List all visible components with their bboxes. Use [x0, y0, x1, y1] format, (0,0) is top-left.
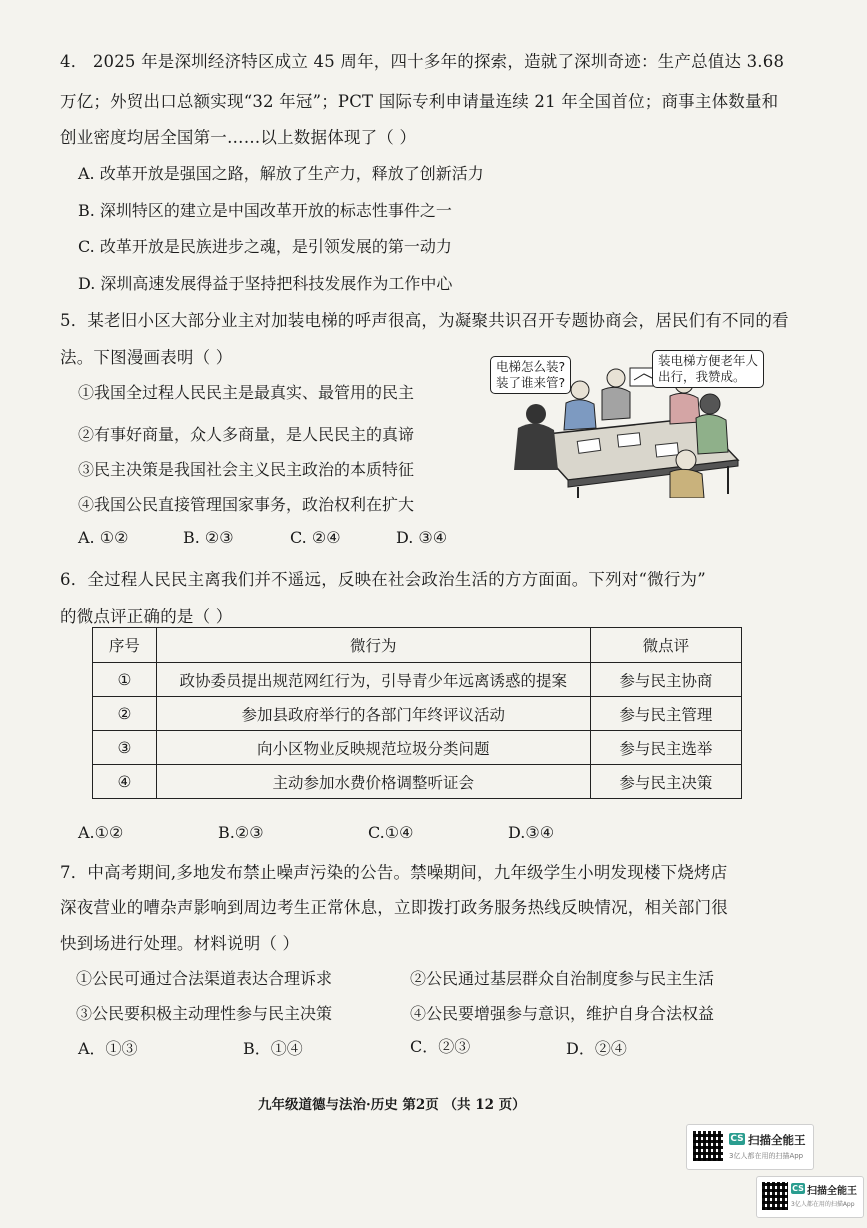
q5-line2: 法。下图漫画表明（ ）	[60, 348, 233, 367]
q7-choice-a: A．①③	[78, 1039, 138, 1058]
q7-line1: 7．中高考期间,多地发布禁止噪声污染的公告。禁噪期间，九年级学生小明发现楼下烧烤店	[60, 863, 728, 882]
q6-choice-a: A.①②	[78, 823, 124, 842]
q5-line1: 5．某老旧小区大部分业主对加装电梯的呼声很高，为凝聚共识召开专题协商会，居民们有不同的看	[60, 311, 789, 330]
q6-choice-b: B.②③	[218, 823, 264, 842]
table-row	[93, 663, 742, 697]
bubble-right-line2: 出行，我赞成。	[658, 369, 746, 384]
row-index: ③	[93, 731, 157, 765]
scanner-badge	[686, 1124, 814, 1170]
row-index: ④	[93, 765, 157, 799]
scanner-badge-small-subtitle: 3亿人都在用的扫描App	[791, 1201, 855, 1208]
q7-choice-c: C．②③	[410, 1037, 471, 1056]
q4-line2: 万亿；外贸出口总额实现“32 年冠”；PCT 国际专利申请量连续 21 年全国首位；商事主体数量和	[60, 92, 779, 111]
header-comment: 微点评	[590, 628, 741, 663]
q7-statement-2: ②公民通过基层群众自治制度参与民主生活	[410, 969, 715, 988]
q6-line2: 的微点评正确的是（ ）	[60, 607, 233, 626]
row-index: ②	[93, 697, 157, 731]
q7-statement-3: ③公民要积极主动理性参与民主决策	[76, 1004, 333, 1023]
table-row	[93, 731, 742, 765]
q7-choice-d: D．②④	[566, 1039, 627, 1058]
speech-bubble-right	[652, 350, 764, 388]
q5-statement-4: ④我国公民直接管理国家事务，政治权利在扩大	[78, 495, 415, 514]
q6-line1: 6．全过程人民民主离我们并不遥远，反映在社会政治生活的方方面面。下列对“微行为”	[60, 570, 706, 589]
row-index: ①	[93, 663, 157, 697]
bubble-right-line1: 装电梯方便老年人	[658, 353, 759, 368]
q7-line3: 快到场进行处理。材料说明（ ）	[60, 934, 300, 953]
meeting-cartoon	[488, 348, 788, 498]
q5-choice-c: C. ②④	[290, 528, 341, 547]
q4-line3: 创业密度均居全国第一……以上数据体现了（ ）	[60, 128, 417, 147]
q4-option-b: B. 深圳特区的建立是中国改革开放的标志性事件之一	[78, 201, 452, 220]
q5-statement-1: ①我国全过程人民民主是最真实、最管用的民主	[78, 383, 415, 402]
row-comment: 参与民主管理	[590, 697, 741, 731]
scanner-badge-title: 扫描全能王	[748, 1133, 806, 1147]
q5-statement-3: ③民主决策是我国社会主义民主政治的本质特征	[78, 460, 415, 479]
header-index: 序号	[93, 628, 157, 663]
q4-option-a: A. 改革开放是强国之路，解放了生产力，释放了创新活力	[78, 164, 484, 183]
q6-choice-d: D.③④	[508, 823, 555, 842]
q4-line1: 4． 2025 年是深圳经济特区成立 45 周年，四十多年的探索，造就了深圳奇迹：生产总值达 3.68	[60, 52, 785, 71]
row-behavior: 向小区物业反映规范垃圾分类问题	[156, 731, 590, 765]
qr-code-icon	[693, 1131, 723, 1161]
cs-logo-icon: CS	[792, 1184, 804, 1193]
header-behavior: 微行为	[156, 628, 590, 663]
micro-behavior-table	[92, 627, 742, 799]
bubble-left-line1: 电梯怎么装?	[496, 359, 566, 374]
scanner-badge-small	[756, 1176, 864, 1218]
q7-statement-4: ④公民要增强参与意识，维护自身合法权益	[410, 1004, 715, 1023]
page-footer: 九年级道德与法治·历史 第2页 （共 12 页）	[258, 1097, 526, 1113]
q6-choice-c: C.①④	[368, 823, 414, 842]
q7-statement-1: ①公民可通过合法渠道表达合理诉求	[76, 969, 333, 988]
qr-code-icon	[762, 1182, 788, 1210]
row-comment: 参与民主决策	[590, 765, 741, 799]
row-comment: 参与民主选举	[590, 731, 741, 765]
row-behavior: 政协委员提出规范网红行为，引导青少年远离诱惑的提案	[156, 663, 590, 697]
table-row	[93, 697, 742, 731]
row-behavior: 主动参加水费价格调整听证会	[156, 765, 590, 799]
bubble-left-line2: 装了谁来管?	[496, 375, 566, 390]
q5-statement-2: ②有事好商量，众人多商量，是人民民主的真谛	[78, 425, 415, 444]
scanner-badge-small-title: 扫描全能王	[807, 1186, 857, 1197]
row-comment: 参与民主协商	[590, 663, 741, 697]
q7-line2: 深夜营业的嘈杂声影响到周边考生正常休息，立即拨打政务服务热线反映情况，相关部门很	[60, 898, 728, 917]
q7-choice-b: B．①④	[243, 1039, 303, 1058]
q4-option-d: D. 深圳高速发展得益于坚持把科技发展作为工作中心	[78, 274, 453, 293]
cs-logo-icon: CS	[730, 1134, 744, 1144]
speech-bubble-left	[490, 356, 571, 394]
q5-choice-d: D. ③④	[396, 528, 448, 547]
q5-choice-b: B. ②③	[183, 528, 234, 547]
q5-choice-a: A. ①②	[78, 528, 129, 547]
q4-option-c: C. 改革开放是民族进步之魂，是引领发展的第一动力	[78, 237, 452, 256]
table-header-row	[93, 628, 742, 663]
scanner-badge-subtitle: 3亿人都在用的扫描App	[729, 1152, 804, 1160]
row-behavior: 参加县政府举行的各部门年终评议活动	[156, 697, 590, 731]
table-row	[93, 765, 742, 799]
